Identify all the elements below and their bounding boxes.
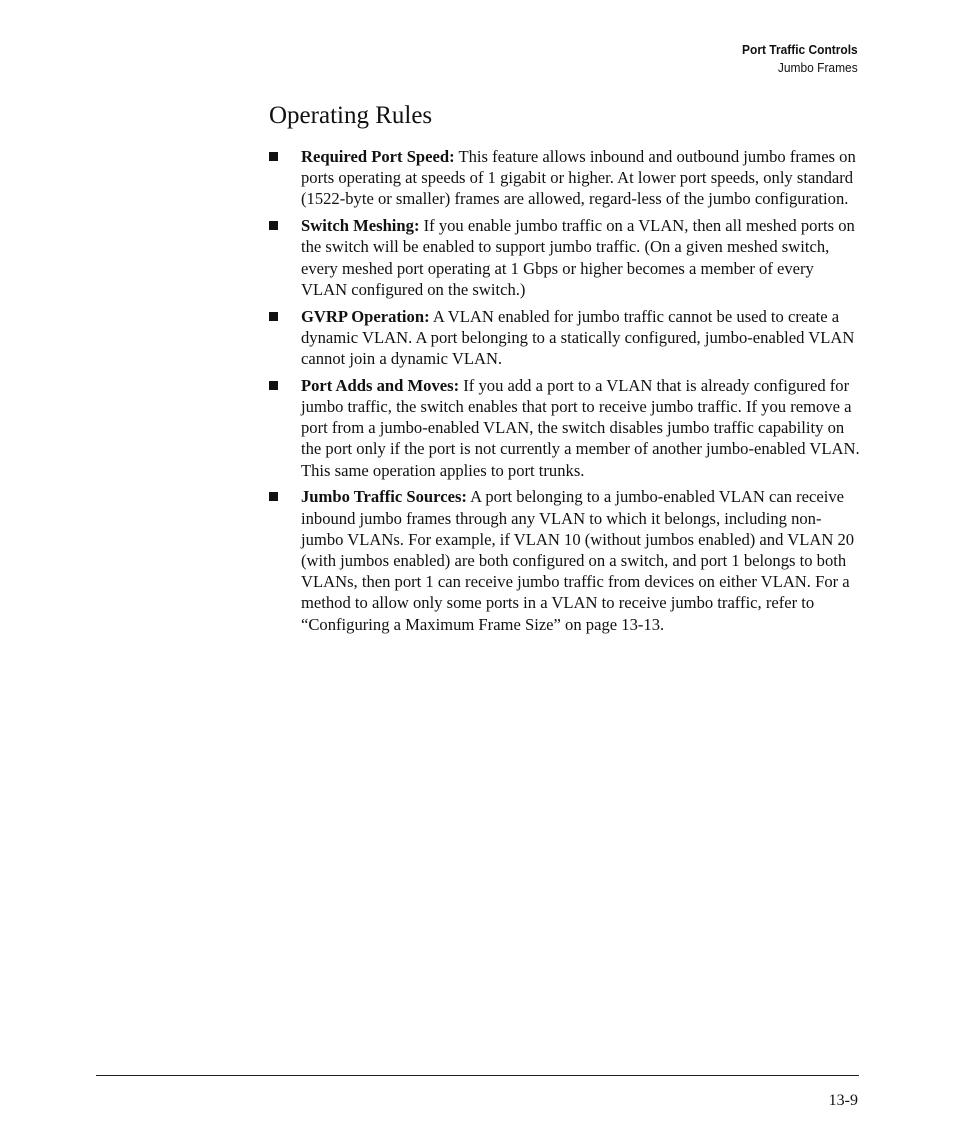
rule-item-required-port-speed: [269, 146, 861, 210]
rule-description: This feature allows inbound and outbound jumbo frames on ports operating at speeds of 1 gigabit or higher. At lower port speeds, only standard (1522-byte or smaller) frames are allowed, regard-less of the jumbo configuration.: [301, 147, 856, 209]
rule-term: GVRP Operation:: [301, 306, 430, 326]
square-bullet-icon: [269, 381, 278, 390]
rule-description: If you add a port to a VLAN that is already configured for jumbo traffic, the switch enables that port to receive jumbo traffic. If you remove a port from a jumbo-enabled VLAN, the switch disables jumbo traffic capability on the port only if the port is not currently a member of another jumbo-enabled VLAN. This same operation applies to port trunks.: [301, 375, 860, 480]
square-bullet-icon: [269, 152, 278, 161]
rule-description: If you enable jumbo traffic on a VLAN, then all meshed ports on the switch will be enabled to support jumbo traffic. (On a given meshed switch, every meshed port operating at 1 Gbps or higher becomes a member of every VLAN configured on the switch.): [301, 216, 855, 299]
running-head-section: Jumbo Frames: [778, 60, 858, 75]
square-bullet-icon: [269, 312, 278, 321]
rule-text: [301, 215, 861, 300]
rule-text: [301, 306, 861, 370]
square-bullet-icon: [269, 221, 278, 230]
operating-rules-list: [269, 146, 861, 640]
rule-text: [301, 375, 861, 481]
rule-text: [301, 486, 861, 634]
rule-text: [301, 146, 861, 210]
footer-divider: [96, 1075, 859, 1076]
rule-description: A port belonging to a jumbo-enabled VLAN can receive inbound jumbo frames through any VLAN to which it belongs, including non-jumbo VLANs. For example, if VLAN 10 (without jumbos enabled) and VLAN 20 (with jumbos enabled) are both configured on a switch, and port 1 belongs to both VLANs, then port 1 can receive jumbo traffic from devices on either VLAN. For a method to allow only some ports in a VLAN to receive jumbo traffic, refer to “Configuring a Maximum Frame Size” on page 13-13.: [301, 487, 855, 634]
rule-term: Switch Meshing:: [301, 216, 420, 236]
page-number: 13-9: [828, 1092, 858, 1109]
rule-term: Jumbo Traffic Sources:: [301, 487, 467, 507]
square-bullet-icon: [269, 492, 278, 501]
rule-item-port-adds-and-moves: [269, 375, 861, 481]
rule-item-gvrp-operation: [269, 306, 861, 370]
rule-item-switch-meshing: [269, 215, 861, 300]
rule-term: Port Adds and Moves:: [301, 375, 460, 395]
rule-item-jumbo-traffic-sources: [269, 486, 861, 634]
rule-term: Required Port Speed:: [301, 147, 455, 166]
section-title: Operating Rules: [269, 102, 433, 129]
running-head: [742, 41, 858, 77]
running-head-chapter: Port Traffic Controls: [742, 42, 858, 57]
rule-description: A VLAN enabled for jumbo traffic cannot be used to create a dynamic VLAN. A port belonging to a statically configured, jumbo-enabled VLAN cannot join a dynamic VLAN.: [301, 306, 855, 369]
